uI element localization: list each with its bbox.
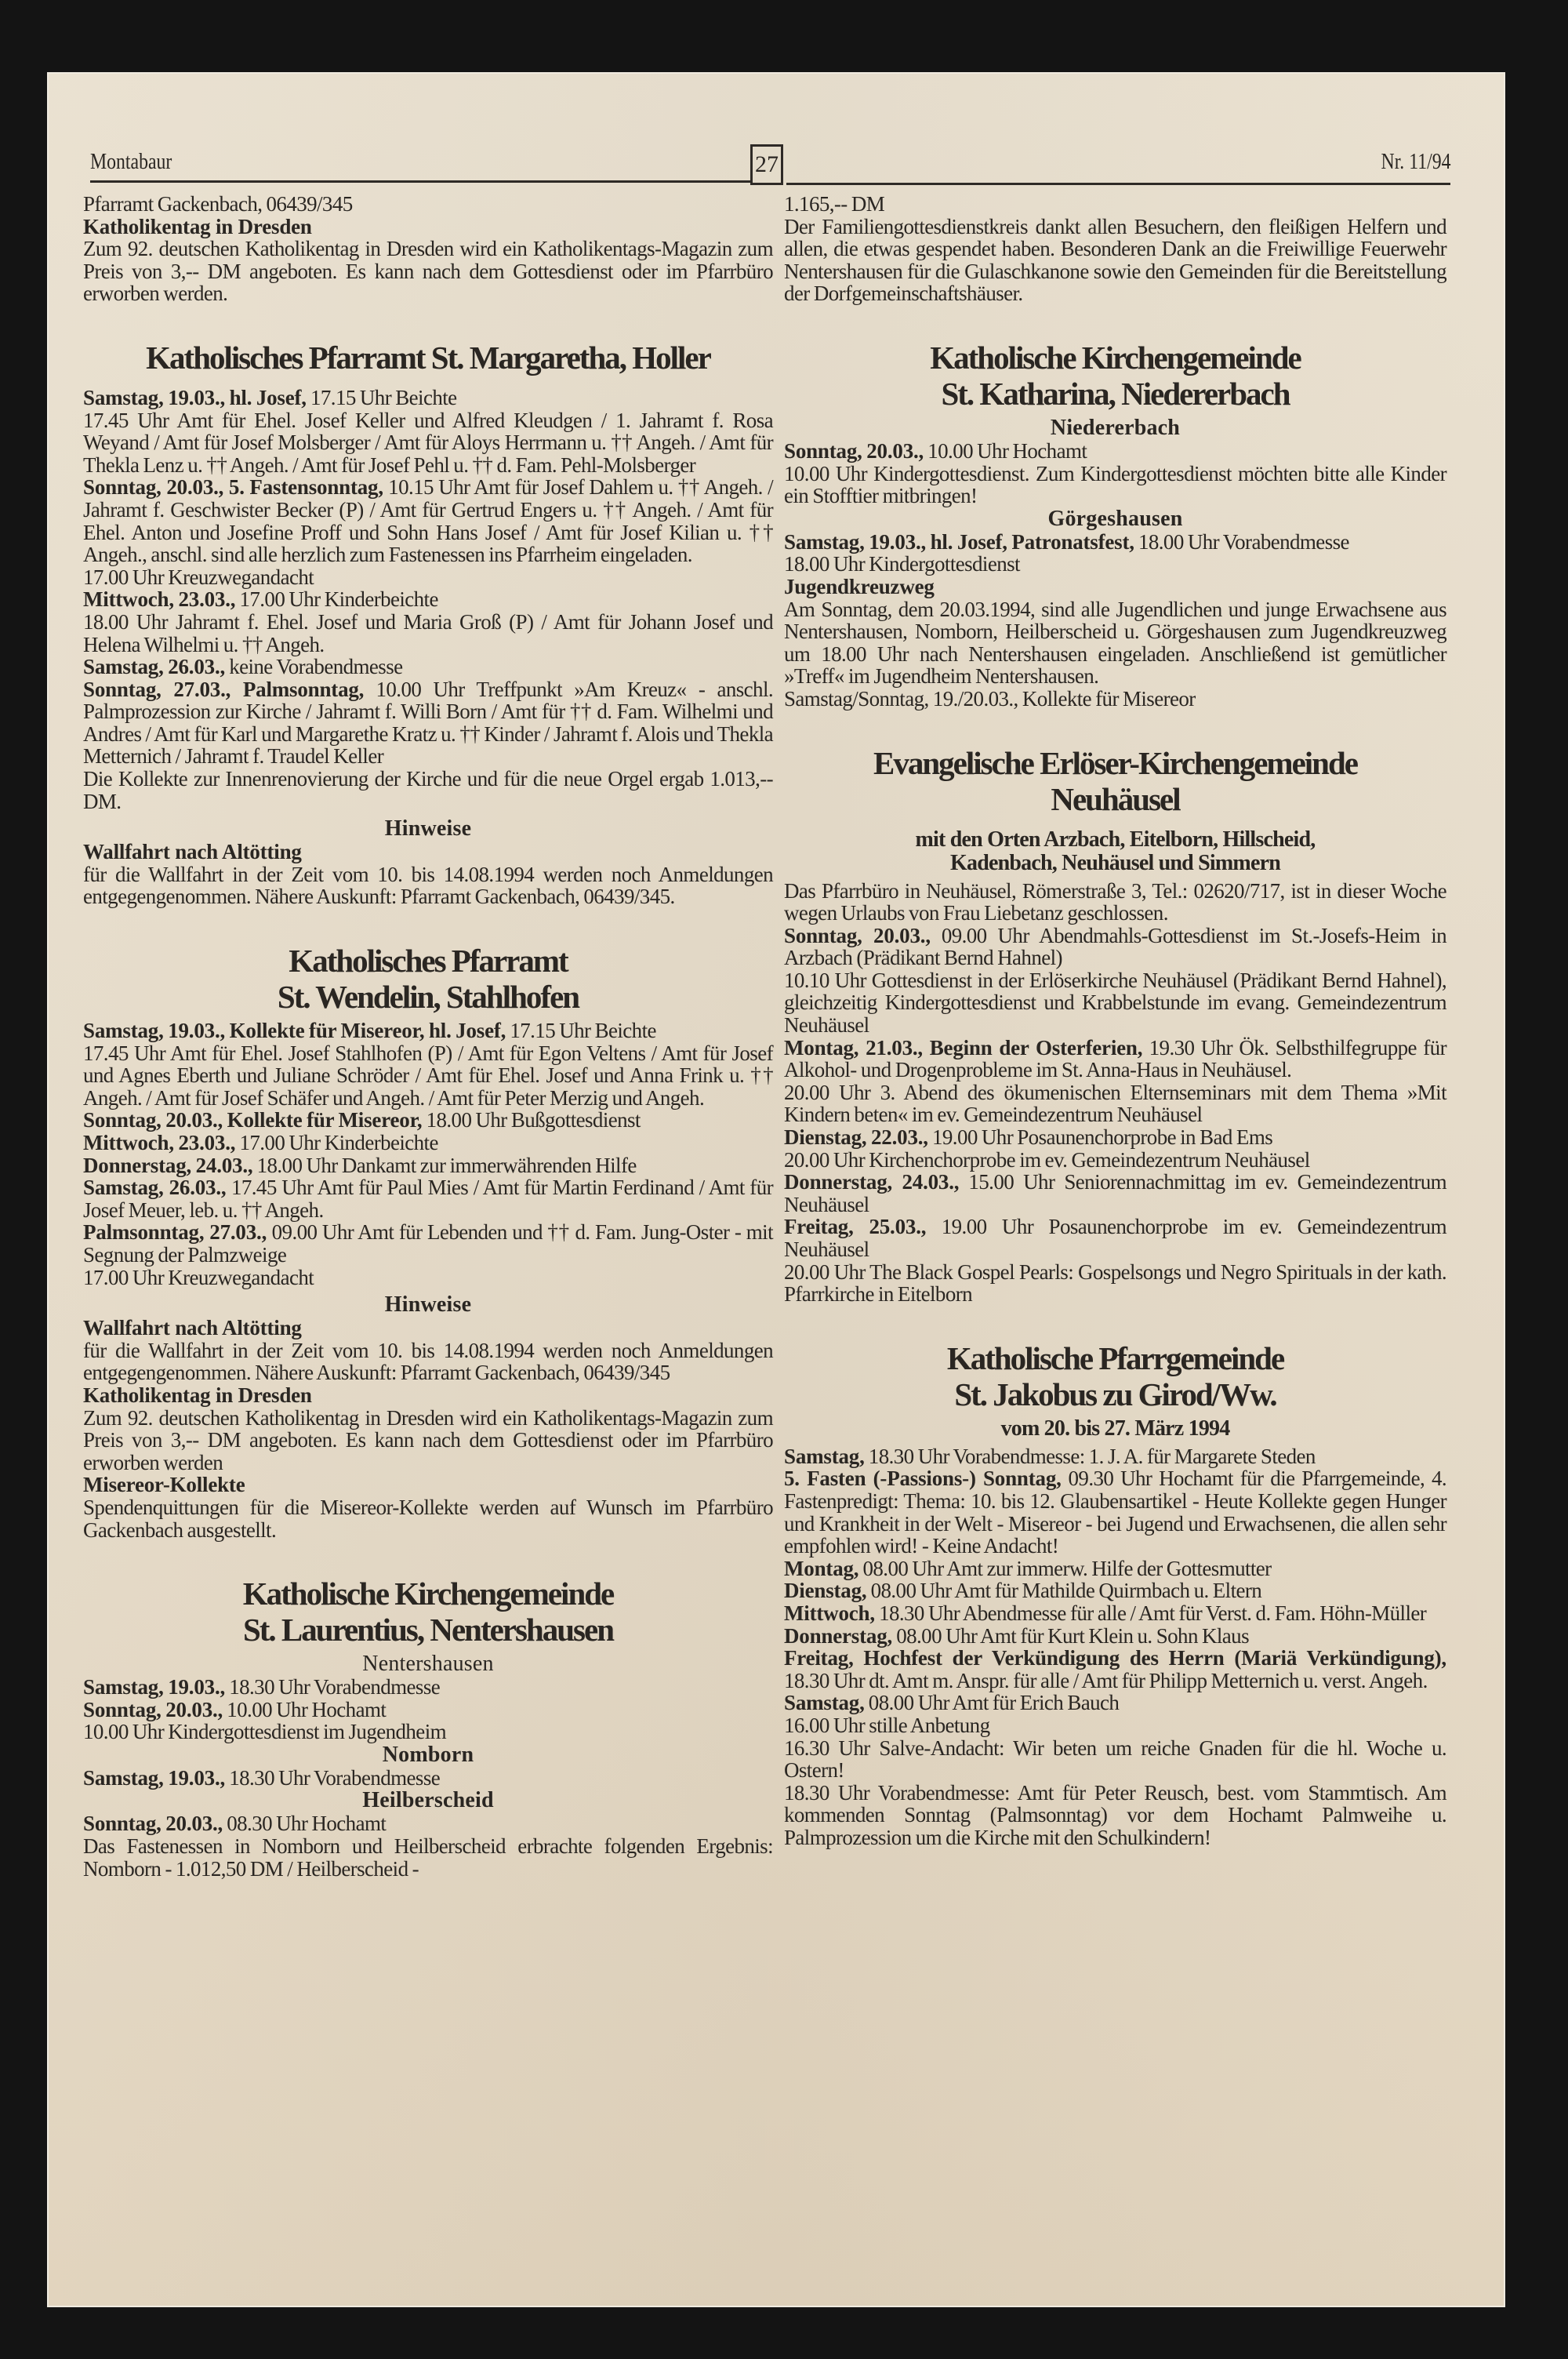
entry-text: 18.30 Uhr Vorabendmesse: 1. J. A. für Margarete Steden <box>864 1444 1316 1468</box>
entry-date: Sonntag, 20.03., Kollekte für Misereor, <box>83 1108 423 1132</box>
item-text: Spendenquittungen für die Misereor-Kollekte werden auf Wunsch im Pfarrbüro Gackenbach ausgestellt. <box>83 1495 773 1542</box>
entry-date: Samstag, 26.03., <box>83 655 226 679</box>
entry-text: 19.00 Uhr Posaunenchorprobe in Bad Ems <box>927 1125 1273 1150</box>
entry-date: Samstag, <box>784 1444 865 1468</box>
entry <box>784 1625 1446 1648</box>
entry-text: 17.00 Uhr Kinderbeichte <box>235 1131 438 1154</box>
contact-line: Pfarramt Gackenbach, 06439/345 <box>83 192 353 216</box>
section-subtitle-line1: mit den Orten Arzbach, Eitelborn, Hillscheid, <box>915 827 1316 852</box>
notes-heading: Hinweise <box>384 1292 472 1318</box>
entry-date: Freitag, 25.03., <box>784 1215 927 1239</box>
entry <box>83 678 773 768</box>
item-title: Misereor-Kollekte <box>83 1473 245 1497</box>
entry <box>83 1176 773 1221</box>
entry <box>784 1647 1446 1692</box>
section-nentershausen <box>83 1576 773 1880</box>
entry <box>784 1126 1446 1149</box>
section-title-line2: St. Jakobus zu Girod/Ww. <box>954 1376 1276 1412</box>
header-issue-number: Nr. 11/94 <box>1381 149 1450 174</box>
location-heading: Nentershausen <box>362 1652 494 1677</box>
item-text: Zum 92. deutschen Katholikentag in Dresden wird ein Katholikentags-Magazin zum Preis von 3,-- DM angeboten. Es kann nach dem Gottesdienst oder im Pfarrbüro erworben werden <box>83 1405 773 1474</box>
entry: 17.00 Uhr Kreuzwegandacht <box>83 565 314 589</box>
section-neuhaeusel <box>784 745 1446 1306</box>
left-column <box>83 193 773 1880</box>
entry-text: 17.45 Uhr Amt für Paul Mies / Amt für Martin Ferdinand / Amt für Josef Meuer, leb. u. †† Angeh. <box>83 1176 773 1222</box>
entry-text: 08.30 Uhr Hochamt <box>223 1812 387 1836</box>
section-title-line2: Neuhäusel <box>1051 780 1180 817</box>
entry: Das Fastenessen in Nomborn und Heilberscheid erbrachte folgenden Ergebnis: Nomborn - 1.012,50 DM / Heilberscheid - <box>83 1834 773 1881</box>
section-title-line1: Katholische Kirchengemeinde <box>242 1576 614 1612</box>
location-heading: Nomborn <box>382 1742 474 1767</box>
entry <box>83 1221 773 1266</box>
entry-date: Freitag, Hochfest der Verkündigung des Herrn (Mariä Verkündigung), <box>784 1646 1446 1670</box>
entry-text: 10.00 Uhr Hochamt <box>924 438 1087 463</box>
section-stahlhofen <box>83 943 773 1541</box>
amount-line: 1.165,-- DM <box>784 192 885 216</box>
entry-date: Samstag, 19.03., <box>83 1675 226 1699</box>
entry-date: Donnerstag, 24.03., <box>83 1153 253 1177</box>
section-girod <box>784 1340 1446 1849</box>
entry-text: 08.00 Uhr Amt für Erich Bauch <box>864 1691 1120 1715</box>
entry: 10.00 Uhr Kindergottesdienst im Jugendheim <box>83 1720 446 1744</box>
entry-date: Dienstag, 22.03., <box>784 1125 928 1150</box>
entry-text: 18.30 Uhr Abendmesse für alle / Amt für Verst. d. Fam. Höhn-Müller <box>874 1601 1427 1625</box>
entry-date: Samstag, 26.03., <box>83 1176 227 1200</box>
section-title-line2: St. Katharina, Niedererbach <box>941 375 1290 412</box>
entry: 20.00 Uhr The Black Gospel Pearls: Gospelsongs und Negro Spirituals in der kath. Pfarrkirche in Eitelborn <box>784 1259 1446 1307</box>
item-title: Wallfahrt nach Altötting <box>83 840 302 864</box>
entry <box>784 1171 1446 1216</box>
item-title: Katholikentag in Dresden <box>83 1383 312 1407</box>
entry-text: 19.30 Uhr Ök. Selbsthilfegruppe für Alkohol- und Drogenprobleme im St. Anna-Haus in Neuhäusel. <box>784 1035 1446 1082</box>
entry-text: 18.30 Uhr dt. Amt m. Anspr. für alle / Amt für Philipp Metternich u. verst. Angeh. <box>784 1668 1428 1692</box>
entry-date: Samstag, <box>784 1691 865 1715</box>
continuation <box>784 193 1446 305</box>
entry-date: 5. Fasten (-Passions-) Sonntag, <box>784 1467 1062 1491</box>
entry <box>784 440 1446 463</box>
entry-text: 17.15 Uhr Beichte <box>306 385 457 409</box>
entry-text: 18.00 Uhr Bußgottesdienst <box>422 1108 641 1132</box>
entry <box>784 1558 1446 1580</box>
entry <box>784 925 1446 969</box>
entry: 16.30 Uhr Salve-Andacht: Wir beten um reiche Gnaden für die hl. Woche u. Ostern! <box>784 1736 1446 1783</box>
entry <box>83 656 773 678</box>
entry-date: Sonntag, 20.03., 5. Fastensonntag, <box>83 475 383 500</box>
section-title: Katholisches Pfarramt St. Margaretha, Holler <box>146 339 710 376</box>
entry-date: Mittwoch, 23.03., <box>83 587 236 612</box>
entry-date: Sonntag, 27.03., Palmsonntag, <box>83 677 365 701</box>
entry <box>784 531 1446 554</box>
entry-text: 08.00 Uhr Amt für Kurt Klein u. Sohn Klaus <box>892 1623 1249 1648</box>
entry: 17.00 Uhr Kreuzwegandacht <box>83 1265 314 1289</box>
header-rule-right <box>786 183 1450 185</box>
entry-date: Sonntag, 20.03., <box>83 1812 223 1836</box>
entry <box>784 1216 1446 1260</box>
item-title: Jugendkreuzweg <box>784 574 935 598</box>
section-dates: vom 20. bis 27. März 1994 <box>1000 1416 1230 1441</box>
entry: 10.10 Uhr Gottesdienst in der Erlöserkirche Neuhäusel (Prädikant Bernd Hahnel), gleichzeitig Kindergottesdienst und Krabbelstunde im evang. Gemeindezentrum Neuhäusel <box>784 968 1446 1038</box>
entry-text: 18.30 Uhr Vorabendmesse <box>225 1765 441 1790</box>
entry <box>83 1132 773 1154</box>
section-holler <box>83 340 773 908</box>
item-text: für die Wallfahrt in der Zeit vom 10. bis 14.08.1994 werden noch Anmeldungen entgegengenommen. Nähere Auskunft: Pfarramt Gackenbach, 06439/345. <box>83 862 773 909</box>
entry-text: 08.00 Uhr Amt zur immerw. Hilfe der Gottesmutter <box>858 1556 1272 1580</box>
entry-date: Montag, <box>784 1556 859 1580</box>
item-text: Der Familiengottesdienstkreis dankt allen Besuchern, den fleißigen Helfern und allen, die etwas gespendet haben. Besonderen Dank an die Freiwillige Feuerwehr Nentershausen für die Gulaschkanone sowie den Gemeinden für die Bereitstellung der Dorfgemeinschaftshäuser. <box>784 214 1446 306</box>
entry: Die Kollekte zur Innenrenovierung der Kirche und für die neue Orgel ergab 1.013,-- DM. <box>83 767 773 813</box>
entry: 17.45 Uhr Amt für Ehel. Josef Keller und Alfred Kleudgen / 1. Jahramt f. Rosa Weyand / Amt für Josef Molsberger / Amt für Aloys Herrmann u. †† Angeh. / Amt für Thekla Lenz u. †† Angeh. / Amt für Josef Pehl u. †† d. Fam. Pehl-Molsberger <box>83 408 773 477</box>
item-title: Wallfahrt nach Altötting <box>83 1316 302 1340</box>
entry <box>784 1602 1446 1625</box>
entry-date: Mittwoch, 23.03., <box>83 1131 236 1154</box>
item-text: für die Wallfahrt in der Zeit vom 10. bis 14.08.1994 werden noch Anmeldungen entgegengenommen. Nähere Auskunft: Pfarramt Gackenbach, 06439/345 <box>83 1338 773 1385</box>
entry: 17.45 Uhr Amt für Ehel. Josef Stahlhofen (P) / Amt für Egon Veltens / Amt für Josef und Agnes Eberth und Juliane Schröder / Amt für Ehel. Josef und Anna Frink u. †† Angeh. / Amt für Josef Schäfer und Angeh. / Amt für Peter Merzig und Angeh. <box>83 1041 773 1110</box>
entry-text: keine Vorabendmesse <box>225 655 403 679</box>
right-column <box>784 193 1446 1848</box>
entry-text: 19.00 Uhr Posaunenchorprobe im ev. Gemeindezentrum Neuhäusel <box>784 1215 1447 1261</box>
entry-date: Sonntag, 20.03., <box>784 923 931 947</box>
entry-date: Samstag, 19.03., hl. Josef, Patronatsfest, <box>784 529 1134 554</box>
entry-date: Samstag, 19.03., hl. Josef, <box>83 385 307 409</box>
section-title-line1: Katholische Pfarrgemeinde <box>946 1339 1284 1376</box>
entry-text: 10.15 Uhr Amt für Josef Dahlem u. †† Angeh. / Jahramt f. Geschwister Becker (P) / Amt für Gertrud Engers u. †† Angeh. / Amt für Ehel. Anton und Josefine Proff und Sohn Hans Josef / Amt für Josef Kilian u. †† Angeh., anschl. sind alle herzlich zum Fastenessen ins Pfarrheim eingeladen. <box>83 475 773 567</box>
entry: 16.00 Uhr stille Anbetung <box>784 1713 990 1737</box>
entry-date: Samstag, 19.03., Kollekte für Misereor, hl. Josef, <box>83 1019 506 1043</box>
intro-continuation <box>83 193 773 305</box>
entry-text: 18.00 Uhr Vorabendmesse <box>1134 529 1349 554</box>
section-title-line2: St. Wendelin, Stahlhofen <box>277 979 579 1016</box>
entry-text: 09.00 Uhr Amt für Lebenden und †† d. Fam. Jung-Oster - mit Segnung der Palmzweige <box>83 1220 773 1267</box>
entry-date: Sonntag, 20.03., <box>83 1697 223 1721</box>
entry-text: 10.00 Uhr Hochamt <box>223 1697 387 1721</box>
entry-text: 18.00 Uhr Dankamt zur immerwährenden Hilfe <box>252 1153 637 1177</box>
entry <box>784 1692 1446 1714</box>
entry-text: 10.00 Uhr Treffpunkt »Am Kreuz« - anschl. Palmprozession zur Kirche / Jahramt f. Willi Born / Amt für †† d. Fam. Wilhelmi und Andres / Amt für Karl und Margarethe Kratz u. †† Kinder / Jahramt f. Alois und Thekla Metternich / Jahramt f. Traudel Keller <box>83 677 773 769</box>
entry <box>83 1154 773 1177</box>
section-niedererbach <box>784 340 1446 711</box>
section-title-line1: Katholisches Pfarramt <box>289 943 568 980</box>
entry <box>83 476 773 565</box>
section-subtitle-line2: Kadenbach, Neuhäusel und Simmern <box>950 850 1280 875</box>
entry <box>784 1579 1446 1602</box>
entry <box>83 1676 773 1699</box>
header-section-name: Montabaur <box>90 149 172 174</box>
entry <box>83 1699 773 1721</box>
entry-text: 18.30 Uhr Vorabendmesse <box>225 1675 441 1699</box>
entry <box>83 1812 773 1835</box>
entry-date: Sonntag, 20.03., <box>784 438 924 463</box>
entry <box>83 387 773 409</box>
item-title: Katholikentag in Dresden <box>83 214 312 238</box>
entry: 10.00 Uhr Kindergottesdienst. Zum Kindergottesdienst möchten bitte alle Kinder ein Stofftier mitbringen! <box>784 461 1446 508</box>
location-heading: Görgeshausen <box>1047 506 1183 531</box>
entry <box>83 1767 773 1790</box>
entry-text: 09.30 Uhr Hochamt für die Pfarrgemeinde, 4. Fastenpredigt: Thema: 10. bis 12. Glaubensartikel - Heute Kollekte gegen Hunger und Krankheit in der Welt - Misereor - bei Jugend und Erwachsenen, die allen sehr empfohlen wird! - Keine Andacht! <box>784 1467 1447 1558</box>
entry-date: Donnerstag, 24.03., <box>784 1170 960 1194</box>
entry: 18.00 Uhr Jahramt f. Ehel. Josef und Maria Groß (P) / Amt für Johann Josef und Helena Wilhelmi u. †† Angeh. <box>83 609 773 656</box>
section-title-line1: Katholische Kirchengemeinde <box>930 339 1301 376</box>
entry: 20.00 Uhr Kirchenchorprobe im ev. Gemeindezentrum Neuhäusel <box>784 1147 1310 1172</box>
section-title-line2: St. Laurentius, Nentershausen <box>242 1612 614 1648</box>
section-title-line1: Evangelische Erlöser-Kirchengemeinde <box>873 744 1357 781</box>
page-number-box: 27 <box>750 144 783 185</box>
entry-date: Dienstag, <box>784 1579 867 1603</box>
location-heading: Niedererbach <box>1050 415 1181 440</box>
item-text: Am Sonntag, dem 20.03.1994, sind alle Jugendlichen und junge Erwachsene aus Nentershausen, Nomborn, Heilberscheid u. Görgeshausen zum Jugendkreuzweg um 18.00 Uhr nach Nentershausen eingeladen. Anschließend ist gemütlicher »Treff« im Jugendheim Nentershausen. <box>784 597 1446 689</box>
entry <box>784 1467 1446 1557</box>
item-text: Zum 92. deutschen Katholikentag in Dresden wird ein Katholikentags-Magazin zum Preis von 3,-- DM angeboten. Es kann nach dem Gottesdienst oder im Pfarrbüro erworben werden. <box>83 237 773 306</box>
entry-date: Donnerstag, <box>784 1623 893 1648</box>
entry-date: Palmsonntag, 27.03., <box>83 1220 267 1245</box>
header-rule-left <box>90 180 750 183</box>
entry-text: 09.00 Uhr Abendmahls-Gottesdienst im St.-Josefs-Heim in Arzbach (Prädikant Bernd Hahnel) <box>784 923 1447 970</box>
entry: 20.00 Uhr 3. Abend des ökumenischen Elternseminars mit dem Thema »Mit Kindern beten« im ev. Gemeindezentrum Neuhäusel <box>784 1080 1446 1127</box>
entry: Samstag/Sonntag, 19./20.03., Kollekte für Misereor <box>784 686 1196 711</box>
entry-date: Mittwoch, <box>784 1601 875 1625</box>
entry: Das Pfarrbüro in Neuhäusel, Römerstraße 3, Tel.: 02620/717, ist in dieser Woche wegen Urlaubs von Frau Liebetanz geschlossen. <box>784 878 1446 925</box>
entry: 18.30 Uhr Vorabendmesse: Amt für Peter Reusch, best. vom Stammtisch. Am kommenden Sonntag (Palmsonntag) vor dem Hochamt Palmweihe u. Palmprozession um die Kirche mit den Schulkindern! <box>784 1780 1446 1849</box>
entry <box>784 1445 1446 1468</box>
entry <box>83 588 773 611</box>
entry-text: 08.00 Uhr Amt für Mathilde Quirmbach u. Eltern <box>866 1579 1262 1603</box>
entry-text: 17.15 Uhr Beichte <box>506 1019 656 1043</box>
entry <box>83 1020 773 1042</box>
entry: 18.00 Uhr Kindergottesdienst <box>784 552 1020 576</box>
entry-date: Montag, 21.03., Beginn der Osterferien, <box>784 1035 1143 1060</box>
entry-text: 17.00 Uhr Kinderbeichte <box>235 587 438 612</box>
entry <box>83 1109 773 1132</box>
location-heading: Heilberscheid <box>362 1788 494 1813</box>
entry-text: 15.00 Uhr Seniorennachmittag im ev. Gemeindezentrum Neuhäusel <box>784 1170 1447 1216</box>
entry <box>784 1037 1446 1081</box>
entry-date: Samstag, 19.03., <box>83 1765 226 1790</box>
notes-heading: Hinweise <box>384 816 472 841</box>
